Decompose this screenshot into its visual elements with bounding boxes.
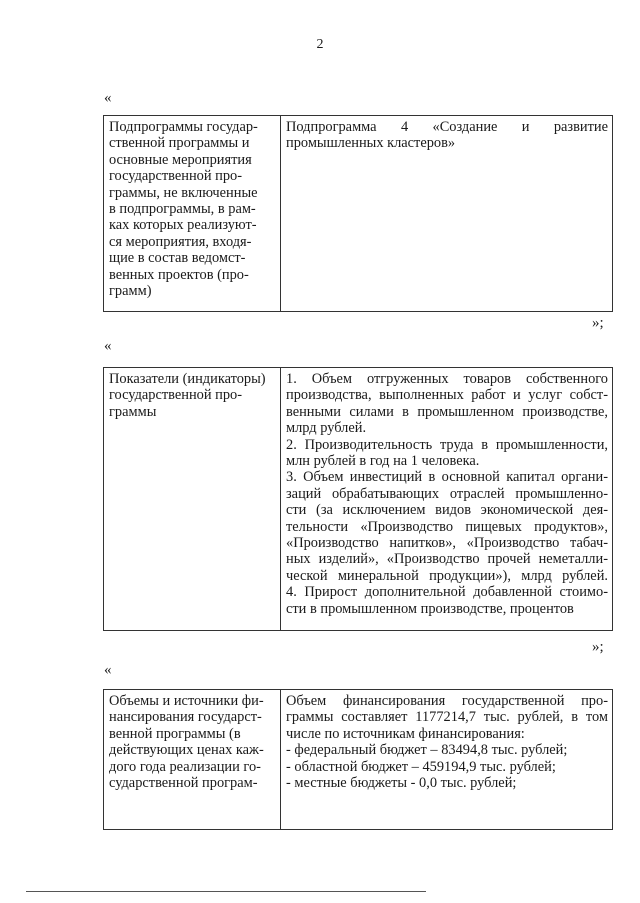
text-line: венных проектов (про-: [109, 266, 249, 283]
text-line: ственной программы и: [109, 135, 250, 152]
text-line: промышленных кластеров»: [286, 135, 456, 152]
subprograms-table: [103, 115, 613, 312]
subprograms-value-cell: [281, 116, 613, 312]
subprograms-label-cell: [104, 116, 281, 312]
text-line: сти в промышленном производстве, процентов: [286, 600, 574, 617]
text-line: нансирования государст-: [109, 709, 262, 726]
text-line: ческой минеральной продукции»), млрд рублей.: [286, 567, 608, 584]
table-row: [104, 690, 613, 830]
text-line: 1. Объем отгруженных товаров собственного: [286, 371, 608, 387]
text-line: сти (за исключением видов экономической дея-: [286, 502, 608, 519]
text-line: 4. Прирост дополнительной добавленной стоимо-: [286, 584, 608, 601]
text-line: - местные бюджеты - 0,0 тыс. рублей;: [286, 775, 517, 792]
text-line: ках которых реализуют-: [109, 217, 257, 234]
text-line: действующих ценах каж-: [109, 742, 264, 759]
closing-quote-2: »;: [592, 639, 604, 655]
text-line: Показатели (индикаторы): [109, 371, 266, 387]
text-line: ных изделий», «Производство прочей неметалли-: [286, 551, 608, 568]
text-line: ся мероприятия, входя-: [109, 233, 252, 250]
text-line: граммы: [109, 403, 157, 420]
indicators-value-cell: [281, 368, 613, 631]
text-line: - федеральный бюджет – 83494,8 тыс. рублей;: [286, 742, 568, 759]
text-line: млрд рублей.: [286, 420, 367, 437]
text-line: - областной бюджет – 459194,9 тыс. рублей;: [286, 758, 556, 775]
bottom-rule: [26, 891, 426, 892]
financing-label-cell: [104, 690, 281, 830]
text-line: млн рублей в год на 1 человека.: [286, 453, 480, 470]
text-line: 3. Объем инвестиций в основной капитал органи-: [286, 469, 608, 486]
text-line: основные мероприятия: [109, 151, 252, 168]
opening-quote-3: «: [104, 662, 112, 678]
table-row: [104, 116, 613, 312]
text-line: тельности «Производство пищевых продуктов»,: [286, 518, 608, 535]
text-line: государственной про-: [109, 387, 243, 404]
text-line: 2. Производительность труда в промышленности,: [286, 436, 608, 453]
indicators-label-cell: [104, 368, 281, 631]
text-line: венными силами в промышленном производстве,: [286, 403, 608, 420]
financing-table: [103, 689, 613, 830]
text-line: сударственной програм-: [109, 775, 258, 792]
text-line: граммы составляет 1177214,7 тыс. рублей, в том: [286, 709, 608, 726]
text-line: дого года реализации го-: [109, 758, 261, 775]
text-line: венной программы (в: [109, 725, 241, 742]
page-number: 2: [316, 37, 324, 52]
text-line: грамм): [109, 283, 152, 300]
text-line: государственной про-: [109, 168, 243, 185]
text-line: в подпрограммы, в рам-: [109, 201, 256, 218]
text-line: «Производство напитков», «Производство табач-: [286, 535, 608, 552]
closing-quote-1: »;: [592, 315, 604, 331]
text-line: Объемы и источники фи-: [109, 693, 264, 709]
text-line: Подпрограммы государ-: [109, 119, 258, 135]
table-row: [104, 368, 613, 631]
opening-quote-1: «: [104, 90, 112, 106]
text-line: производства, выполненных работ и услуг собст-: [286, 387, 608, 404]
text-line: граммы, не включенные: [109, 184, 258, 201]
financing-value-cell: [281, 690, 613, 830]
indicators-table: [103, 367, 613, 631]
text-line: Подпрограмма 4 «Создание и развитие: [286, 119, 608, 135]
text-line: Объем финансирования государственной про-: [286, 693, 608, 709]
opening-quote-2: «: [104, 338, 112, 354]
text-line: числе по источникам финансирования:: [286, 725, 525, 742]
text-line: щие в состав ведомст-: [109, 250, 246, 267]
text-line: заций обрабатывающих отраслей промышленно-: [286, 485, 608, 502]
